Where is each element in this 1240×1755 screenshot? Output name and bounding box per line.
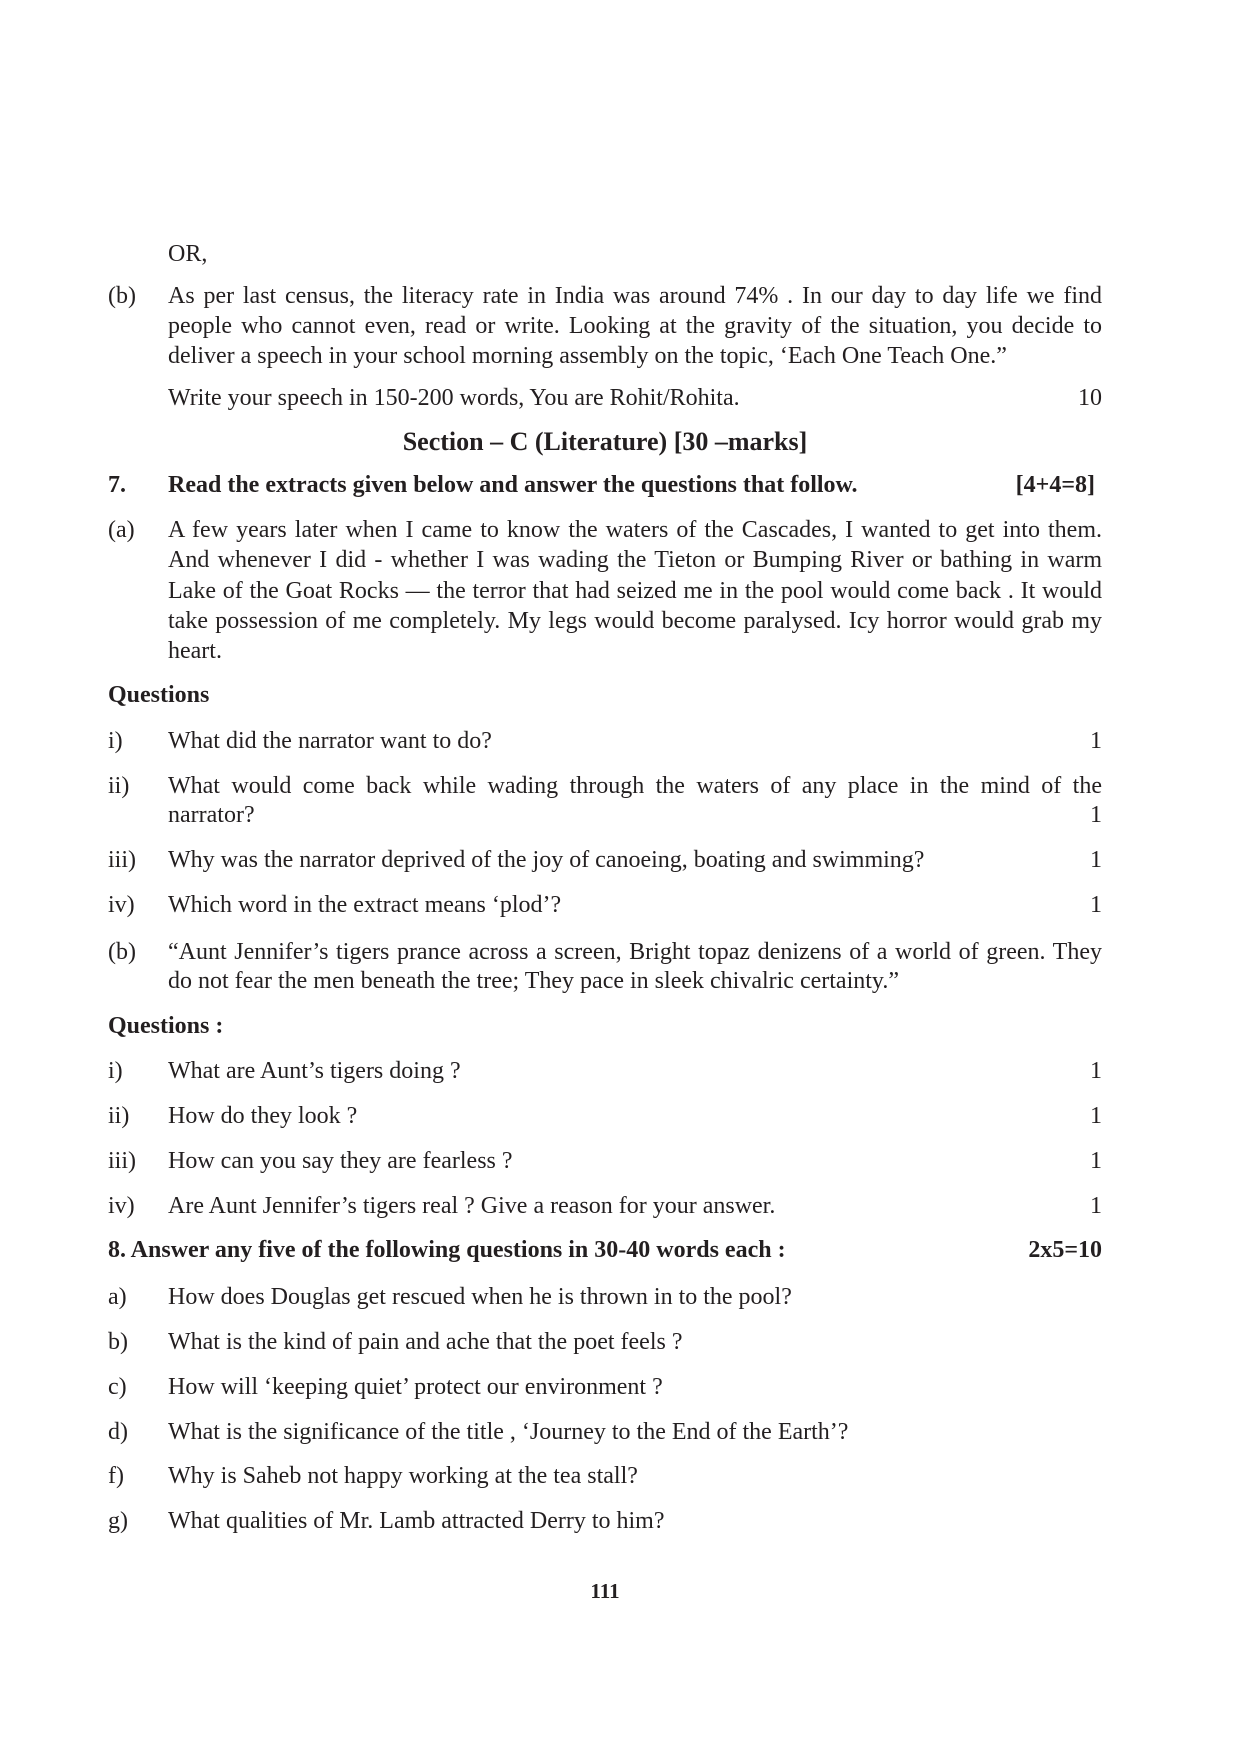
questions-heading-row (108, 680, 1102, 710)
subquestion-marks: 1 (1090, 728, 1102, 754)
question-marks: 2x5=10 (1028, 1237, 1102, 1263)
subquestion-text: Why was the narrator deprived of the joy of canoeing, boating and swimming? (168, 847, 925, 873)
option-b-line (108, 341, 1102, 371)
questions-heading-row (108, 1011, 1102, 1041)
short-question-text: What is the kind of pain and ache that the poet feels ? (168, 1329, 683, 1355)
short-question-row (108, 1327, 1102, 1357)
or-separator: OR, (168, 241, 208, 267)
short-question-label: b) (108, 1329, 128, 1355)
subquestion-label: i) (108, 1058, 123, 1084)
extract-b-line (108, 937, 1102, 967)
subquestion-row (108, 726, 1102, 756)
subquestion-text: What are Aunt’s tigers doing ? (168, 1058, 461, 1084)
subquestion-marks: 1 (1090, 1103, 1102, 1129)
section-heading: Section – C (Literature) [30 –marks] (402, 427, 808, 456)
extract-line: And whenever I did - whether I was wading the Tieton or Bumping River or bathing in warm (168, 547, 1102, 573)
question-heading: 8. Answer any five of the following questions in 30-40 words each : (108, 1237, 786, 1263)
subquestion-row (108, 890, 1102, 920)
subquestion-row (108, 1191, 1102, 1221)
or-row (108, 239, 1102, 269)
short-question-row (108, 1282, 1102, 1312)
subquestion-label: iii) (108, 1148, 136, 1174)
subquestion-row (108, 800, 1102, 830)
question-instruction: Read the extracts given below and answer the questions that follow. (168, 472, 858, 498)
questions-heading: Questions (108, 682, 210, 708)
subquestion-text: narrator? (168, 802, 255, 828)
question-marks: [4+4=8] (1015, 472, 1095, 498)
subquestion-marks: 1 (1090, 847, 1102, 873)
short-question-label: f) (108, 1463, 124, 1489)
extract-a-line (108, 545, 1102, 575)
subquestion-marks: 1 (1090, 1193, 1102, 1219)
short-question-text: What is the significance of the title , ‘Journey to the End of the Earth’? (168, 1419, 849, 1445)
extract-a-line (108, 636, 1102, 666)
extract-line: “Aunt Jennifer’s tigers prance across a screen, Bright topaz denizens of a world of green. They (168, 939, 1102, 965)
question-number: 7. (108, 472, 126, 498)
short-question-row (108, 1417, 1102, 1447)
short-question-label: c) (108, 1374, 127, 1400)
subquestion-label: iv) (108, 1193, 135, 1219)
questions-heading: Questions : (108, 1013, 224, 1039)
option-label: (b) (108, 283, 136, 309)
subquestion-text: Are Aunt Jennifer’s tigers real ? Give a reason for your answer. (168, 1193, 776, 1219)
subquestion-label: i) (108, 728, 123, 754)
subquestion-label: ii) (108, 1103, 130, 1129)
page-number: 111 (590, 1579, 620, 1603)
extract-a-line (108, 606, 1102, 636)
subquestion-marks: 1 (1090, 1148, 1102, 1174)
subquestion-text: What did the narrator want to do? (168, 728, 492, 754)
short-question-text: What qualities of Mr. Lamb attracted Derry to him? (168, 1508, 665, 1534)
subquestion-row (108, 1101, 1102, 1131)
subquestion-row (108, 845, 1102, 875)
passage-line: people who cannot even, read or write. Looking at the gravity of the situation, you decide to (168, 313, 1102, 339)
marks-value: 10 (1078, 385, 1102, 411)
short-question-row (108, 1506, 1102, 1536)
extract-line: Lake of the Goat Rocks — the terror that had seized me in the pool would come back . It would (168, 578, 1102, 604)
option-b-line (108, 311, 1102, 341)
extract-line: take possession of me completely. My legs would become paralysed. Icy horror would grab my (168, 608, 1102, 634)
subquestion-row (108, 1146, 1102, 1176)
short-question-label: d) (108, 1419, 128, 1445)
short-question-label: a) (108, 1284, 127, 1310)
option-b-line (108, 281, 1102, 311)
short-question-text: Why is Saheb not happy working at the tea stall? (168, 1463, 638, 1489)
short-question-label: g) (108, 1508, 128, 1534)
subquestion-row (108, 771, 1102, 801)
subquestion-text: How can you say they are fearless ? (168, 1148, 513, 1174)
extract-b-line (108, 966, 1102, 996)
subquestion-text: Which word in the extract means ‘plod’? (168, 892, 562, 918)
extract-line: do not fear the men beneath the tree; They pace in sleek chivalric certainty.” (168, 968, 899, 994)
extract-line: A few years later when I came to know the waters of the Cascades, I wanted to get into them. (168, 517, 1102, 543)
passage-line: As per last census, the literacy rate in India was around 74% . In our day to day life we find (168, 283, 1102, 309)
extract-line: heart. (168, 638, 222, 664)
short-question-text: How does Douglas get rescued when he is thrown in to the pool? (168, 1284, 792, 1310)
task-instruction: Write your speech in 150-200 words, You are Rohit/Rohita. (168, 385, 740, 411)
question-8-row (108, 1235, 1102, 1265)
extract-label: (a) (108, 517, 135, 543)
short-question-text: How will ‘keeping quiet’ protect our environment ? (168, 1374, 663, 1400)
extract-label: (b) (108, 939, 136, 965)
subquestion-label: iv) (108, 892, 135, 918)
short-question-row (108, 1372, 1102, 1402)
subquestion-marks: 1 (1090, 1058, 1102, 1084)
subquestion-label: iii) (108, 847, 136, 873)
task-row (108, 383, 1102, 413)
extract-a-line (108, 576, 1102, 606)
subquestion-label: ii) (108, 773, 130, 799)
subquestion-marks: 1 (1090, 892, 1102, 918)
question-7-row (108, 470, 1102, 500)
passage-line: deliver a speech in your school morning assembly on the topic, ‘Each One Teach One.” (168, 343, 1007, 369)
subquestion-text: How do they look ? (168, 1103, 358, 1129)
extract-a-line (108, 515, 1102, 545)
short-question-row (108, 1461, 1102, 1491)
subquestion-row (108, 1056, 1102, 1086)
subquestion-text: What would come back while wading through the waters of any place in the mind of the (168, 773, 1102, 799)
subquestion-marks: 1 (1090, 802, 1102, 828)
